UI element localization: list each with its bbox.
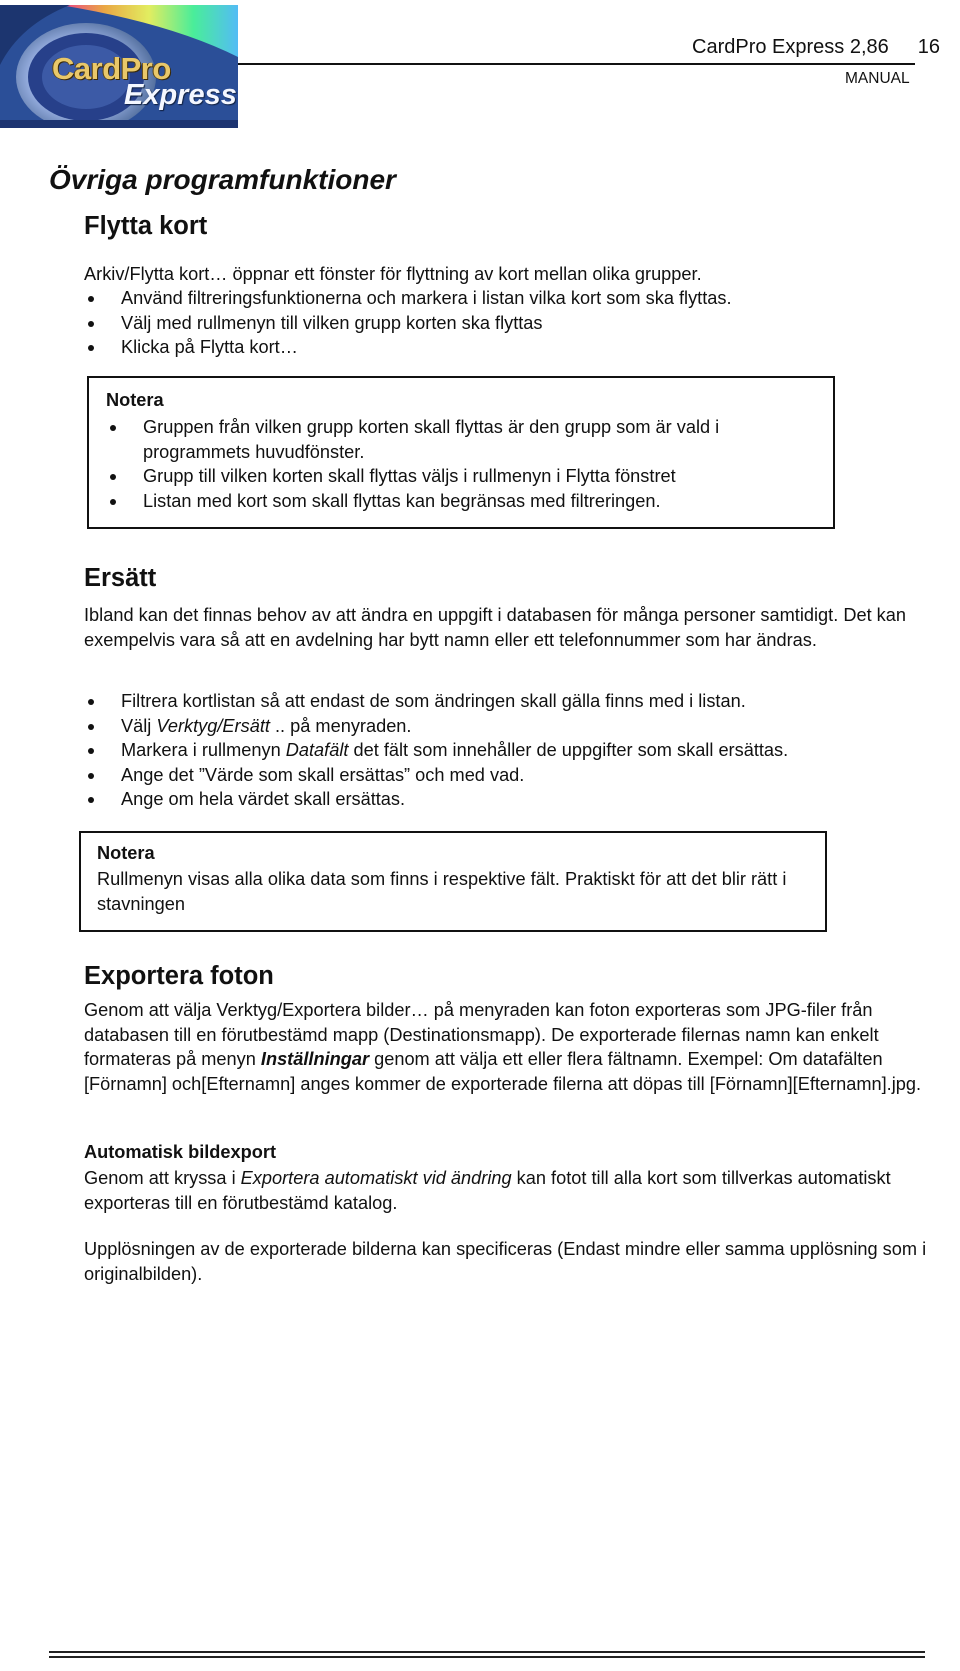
list-item: Listan med kort som skall flyttas kan begränsas med filtreringen. — [106, 489, 806, 514]
list-item: Ange det ”Värde som skall ersättas” och med vad. — [84, 763, 788, 788]
list-item: Klicka på Flytta kort… — [84, 335, 732, 360]
ersatt-intro: Ibland kan det finnas behov av att ändra en uppgift i databasen för många personer samtidigt. Det kan exempelvis vara så att en avdelning har bytt namn eller ett telefonnummer som har ändras. — [84, 605, 906, 650]
field-name-datafalt: Datafält — [285, 740, 349, 760]
page-title: Övriga programfunktioner — [49, 164, 396, 195]
header-rule — [238, 63, 915, 65]
list-item: Välj med rullmenyn till vilken grupp korten ska flyttas — [84, 311, 732, 336]
list-item — [84, 738, 788, 763]
header-product-version: CardPro Express 2,86 — [692, 36, 889, 58]
cardpro-express-logo — [0, 5, 238, 128]
ersatt-note-box — [79, 831, 827, 932]
exportera-paragraph-2 — [84, 1166, 954, 1215]
text-run: Markera i rullmenyn — [121, 740, 286, 760]
header-manual-label: MANUAL — [845, 70, 910, 87]
menu-path-verktyg-ersatt: Verktyg/Ersätt — [156, 715, 270, 736]
footer-rule-top — [49, 1651, 925, 1653]
flytta-intro: Arkiv/Flytta kort… öppnar ett fönster för flyttning av kort mellan olika grupper. — [84, 264, 702, 284]
text-run: Välj — [121, 715, 157, 736]
list-item — [84, 714, 788, 739]
list-item: Filtrera kortlistan så att endast de som ändringen skall gälla finns med i listan. — [84, 689, 788, 714]
ersatt-note-text: Rullmenyn visas alla olika data som finns i respektive fält. Praktiskt för att det blir rätt i stavningen — [97, 869, 787, 914]
footer-rule-bottom — [49, 1656, 925, 1658]
text-run: det fält som innehåller de uppgifter som skall ersättas. — [348, 740, 789, 760]
exportera-paragraph-3: Upplösningen av de exporterade bilderna kan specificeras (Endast mindre eller samma upplösning som i originalbilden). — [84, 1239, 927, 1284]
list-item: Använd filtreringsfunktionerna och markera i listan vilka kort som ska flyttas. — [84, 286, 732, 311]
flytta-steps-list — [84, 286, 732, 360]
text-run: Genom att kryssa i — [84, 1168, 241, 1188]
list-item: Grupp till vilken korten skall flyttas väljs i rullmenyn i Flytta fönstret — [106, 464, 806, 489]
text-run: genom att välja ett eller flera fältnamn. Exempel: Om datafälten [Förnamn] och[Efternamn] anges kommer de exporterade filerna att döpas till [Förnamn][Efternamn].jpg. — [84, 1049, 922, 1094]
option-exportera-automatiskt: Exportera automatiskt vid ändring — [240, 1168, 512, 1188]
section-title-flytta-kort: Flytta kort — [84, 212, 208, 240]
header-page-number: 16 — [917, 36, 940, 58]
text-run: kan fotot till alla kort som tillverkas automatiskt exporteras till en förutbestämd katalog. — [84, 1168, 891, 1213]
flytta-note-title: Notera — [106, 390, 164, 410]
ersatt-steps-list — [84, 689, 788, 812]
exportera-paragraph-1 — [84, 998, 954, 1096]
list-item: Ange om hela värdet skall ersättas. — [84, 787, 788, 812]
text-run: .. på menyraden. — [269, 715, 412, 736]
menu-name-installningar: Inställningar — [260, 1049, 370, 1069]
logo-word-express: Express — [124, 79, 237, 111]
text-run: Genom att välja Verktyg/Exportera bilder… på menyraden kan foton exporteras som JPG-filer från databasen till en förutbestämd mapp (Destinationsmapp). De exporterade filernas namn kan enkelt formateras på menyn — [84, 1000, 879, 1069]
list-item: Gruppen från vilken grupp korten skall flyttas är den grupp som är vald i programmets huvudfönster. — [106, 415, 806, 464]
ersatt-note-title: Notera — [97, 843, 155, 863]
section-title-exportera-foton: Exportera foton — [84, 962, 274, 990]
flytta-note-list — [106, 415, 806, 513]
flytta-note-box — [87, 376, 835, 529]
section-title-ersatt: Ersätt — [84, 564, 157, 592]
logo-word-cardpro: CardPro — [52, 51, 171, 86]
subheading-automatisk-bildexport: Automatisk bildexport — [84, 1142, 276, 1162]
